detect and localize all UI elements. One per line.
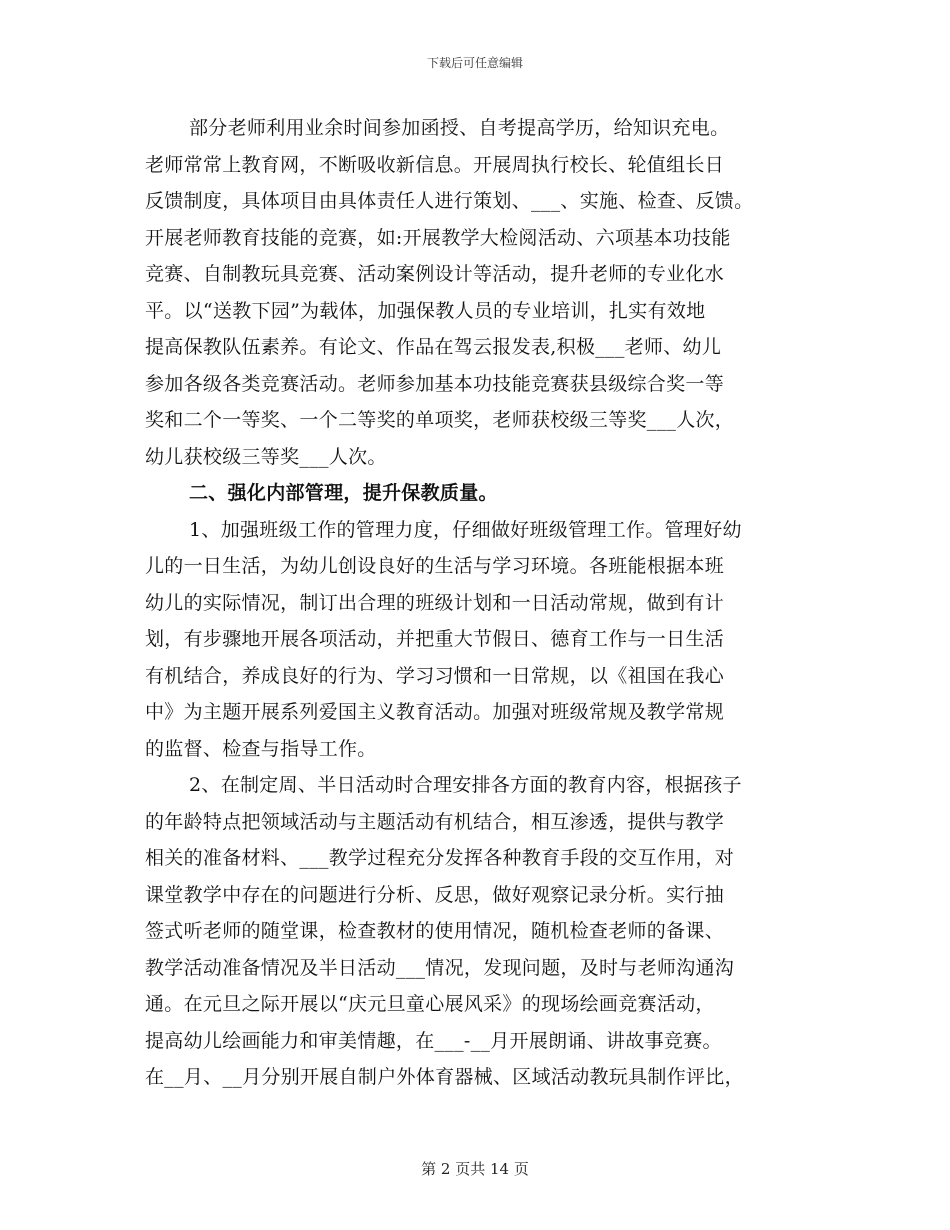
- text-line: 奖和二个一等奖、一个二等奖的单项奖，老师获校级三等奖___人次，: [145, 409, 735, 431]
- text-line: 课堂教学中存在的问题进行分析、反思，做好观察记录分析。实行抽: [145, 883, 725, 906]
- text-line: 有机结合，养成良好的行为、学习习惯和一日常规，以《祖国在我心: [145, 664, 725, 687]
- section-heading: 二、强化内部管理，提升保教质量。: [189, 482, 498, 504]
- text-line: 幼儿获校级三等奖___人次。: [145, 445, 387, 468]
- text-line: 签式听老师的随堂课，检查教材的使用情况，随机检查老师的备课、: [145, 920, 725, 942]
- text-line: 中》为主题开展系列爱国主义教育活动。加强对班级常规及教学常规: [145, 701, 725, 723]
- text-line: 通。在元旦之际开展以“庆元旦童心展风采》的现场绘画竞赛活动，: [145, 993, 715, 1015]
- text-line: 幼儿的实际情况，制订出合理的班级计划和一日活动常规，做到有计: [145, 591, 725, 614]
- text-line: 反馈制度，具体项目由具体责任人进行策划、___、实施、检查、反馈。: [145, 190, 754, 212]
- text-line: 老师常常上教育网，不断吸收新信息。开展周执行校长、轮值组长日: [145, 153, 725, 176]
- text-line: 提高保教队伍素养。有论文、作品在驾云报发表,积极___老师、幼儿: [145, 336, 722, 358]
- text-line: 平。以“送教下园”为载体，加强保教人员的专业培训，扎实有效地: [145, 299, 706, 322]
- text-line: 提高幼儿绘画能力和审美情趣，在___-__月开展朗诵、讲故事竞赛。: [145, 1029, 722, 1052]
- text-line: 参加各级各类竞赛活动。老师参加基本功技能竞赛获县级综合奖一等: [145, 372, 725, 395]
- text-line: 的监督、检查与指导工作。: [145, 737, 377, 760]
- text-line: 在__月、__月分别开展自制户外体育器械、区域活动教玩具制作评比，: [145, 1066, 744, 1088]
- text-line: 竞赛、自制教玩具竞赛、活动案例设计等活动，提升老师的专业化水: [145, 263, 725, 285]
- text-line: 的年龄特点把领域活动与主题活动有机结合，相互渗透，提供与教学: [145, 810, 725, 833]
- text-line: 开展老师教育技能的竞赛，如:开展教学大检阅活动、六项基本功技能: [145, 226, 731, 249]
- page-header: 下载后可任意编辑: [426, 56, 523, 70]
- text-line: 教学活动准备情况及半日活动___情况，发现问题，及时与老师沟通沟: [145, 956, 735, 979]
- text-line: 儿的一日生活，为幼儿创设良好的生活与学习环境。各班能根据本班: [145, 555, 725, 577]
- page-footer: 第 2 页共 14 页: [421, 1160, 529, 1178]
- document-body: [145, 110, 845, 1096]
- text-line: 1、加强班级工作的管理力度，仔细做好班级管理工作。管理好幼: [189, 518, 742, 541]
- text-line: 相关的准备材料、___教学过程充分发挥各种教育手段的交互作用，对: [145, 847, 735, 869]
- text-line: 划，有步骤地开展各项活动，并把重大节假日、德育工作与一日生活: [145, 628, 725, 650]
- text-line: 部分老师利用业余时间参加函授、自考提高学历，给知识充电。: [189, 117, 730, 139]
- text-line: 2、在制定周、半日活动时合理安排各方面的教育内容，根据孩子: [189, 774, 742, 796]
